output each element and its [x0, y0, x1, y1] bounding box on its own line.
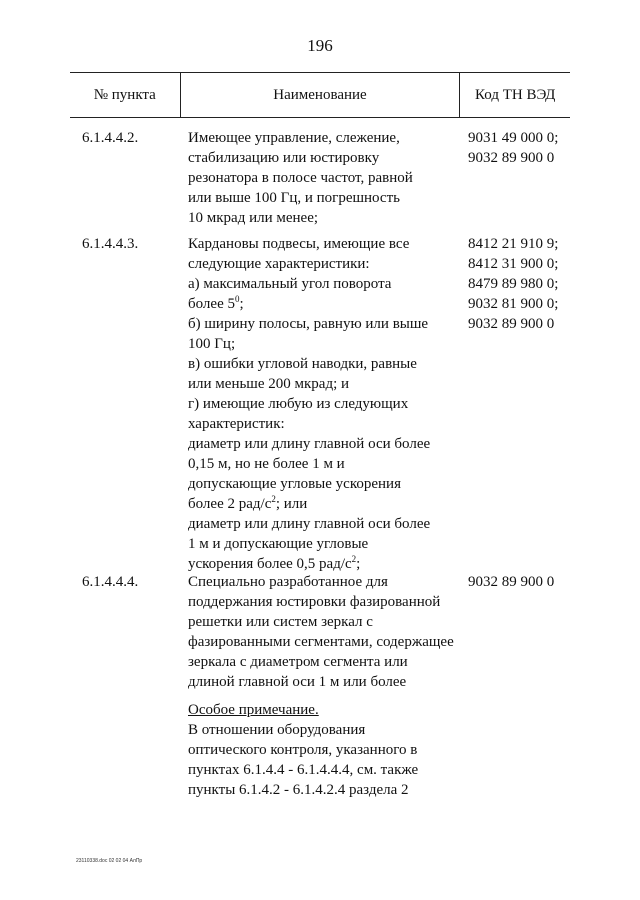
note-title: Особое примечание. — [188, 702, 319, 718]
note-line: оптического контроля, указанного в — [188, 742, 418, 758]
name-line: допускающие угловые ускорения — [188, 476, 401, 492]
item-name — [188, 234, 458, 574]
name-text: ускорения более 0,5 рад/с — [188, 556, 352, 572]
name-line: характеристик: — [188, 416, 285, 432]
code-line: 9032 89 900 0 — [468, 150, 555, 166]
name-line: а) максимальный угол поворота — [188, 276, 392, 292]
name-line: 0,15 м, но не более 1 м и — [188, 456, 345, 472]
name-line: Кардановы подвесы, имеющие все — [188, 236, 410, 252]
item-name — [188, 572, 458, 800]
item-number: 6.1.4.4.2. — [82, 130, 139, 146]
item-codes — [468, 572, 578, 592]
name-line: 100 Гц; — [188, 336, 236, 352]
superscript: 2 — [351, 554, 357, 564]
footer-filename: 23110338.doc 02 02 04 АлПр — [76, 858, 143, 864]
name-line: диаметр или длину главной оси более — [188, 516, 431, 532]
item-number: 6.1.4.4.3. — [82, 236, 139, 252]
header-name: Наименование — [180, 73, 461, 117]
name-line: длиной главной оси 1 м или более — [188, 674, 407, 690]
name-text: ; — [239, 296, 244, 312]
item-codes — [468, 128, 578, 168]
superscript: 2 — [271, 494, 276, 504]
code-line: 8412 21 910 9; — [468, 236, 559, 252]
header-code: Код ТН ВЭД — [475, 86, 556, 103]
name-line — [188, 494, 458, 514]
note-line: В отношении оборудования — [188, 722, 366, 738]
name-line: 10 мкрад или менее; — [188, 210, 319, 226]
name-line: зеркала с диаметром сегмента или — [188, 654, 408, 670]
name-line: Специально разработанное для — [188, 574, 388, 590]
item-codes — [468, 234, 578, 334]
name-line: стабилизацию или юстировку — [188, 150, 380, 166]
name-line — [188, 554, 458, 574]
item-number: 6.1.4.4.4. — [82, 574, 139, 590]
name-text: ; или — [275, 496, 308, 512]
name-line: или меньше 200 мкрад; и — [188, 376, 350, 392]
item-name — [188, 128, 458, 228]
name-line: диаметр или длину главной оси более — [188, 436, 431, 452]
page-number: 196 — [307, 36, 333, 55]
superscript: 0 — [235, 294, 240, 304]
name-line — [188, 294, 458, 314]
name-line: б) ширину полосы, равную или выше — [188, 316, 429, 332]
code-line: 9032 89 900 0 — [468, 316, 555, 332]
name-line: г) имеющие любую из следующих — [188, 396, 409, 412]
name-line: в) ошибки угловой наводки, равные — [188, 356, 417, 372]
name-text: ; — [356, 556, 361, 572]
code-line: 8479 89 980 0; — [468, 276, 559, 292]
note-line: пунктах 6.1.4.4 - 6.1.4.4.4, см. также — [188, 762, 419, 778]
name-text: более 2 рад/с — [188, 496, 272, 512]
name-line: поддержания юстировки фазированной — [188, 594, 441, 610]
code-line: 9032 89 900 0 — [468, 574, 555, 590]
name-line: фазированными сегментами, содержащее — [188, 634, 454, 650]
name-line: 1 м и допускающие угловые — [188, 536, 369, 552]
name-line: Имеющее управление, слежение, — [188, 130, 400, 146]
code-line: 9032 81 900 0; — [468, 296, 559, 312]
code-line: 8412 31 900 0; — [468, 256, 559, 272]
header-num: № пункта — [93, 86, 156, 103]
name-line: или выше 100 Гц, и погрешность — [188, 190, 400, 206]
table-header — [70, 72, 570, 118]
code-line: 9031 49 000 0; — [468, 130, 559, 146]
name-line: решетки или систем зеркал с — [188, 614, 373, 630]
name-text: более 5 — [188, 296, 235, 312]
name-line: резонатора в полосе частот, равной — [188, 170, 413, 186]
name-line: следующие характеристики: — [188, 256, 370, 272]
note-line: пункты 6.1.4.2 - 6.1.4.2.4 раздела 2 — [188, 782, 409, 798]
